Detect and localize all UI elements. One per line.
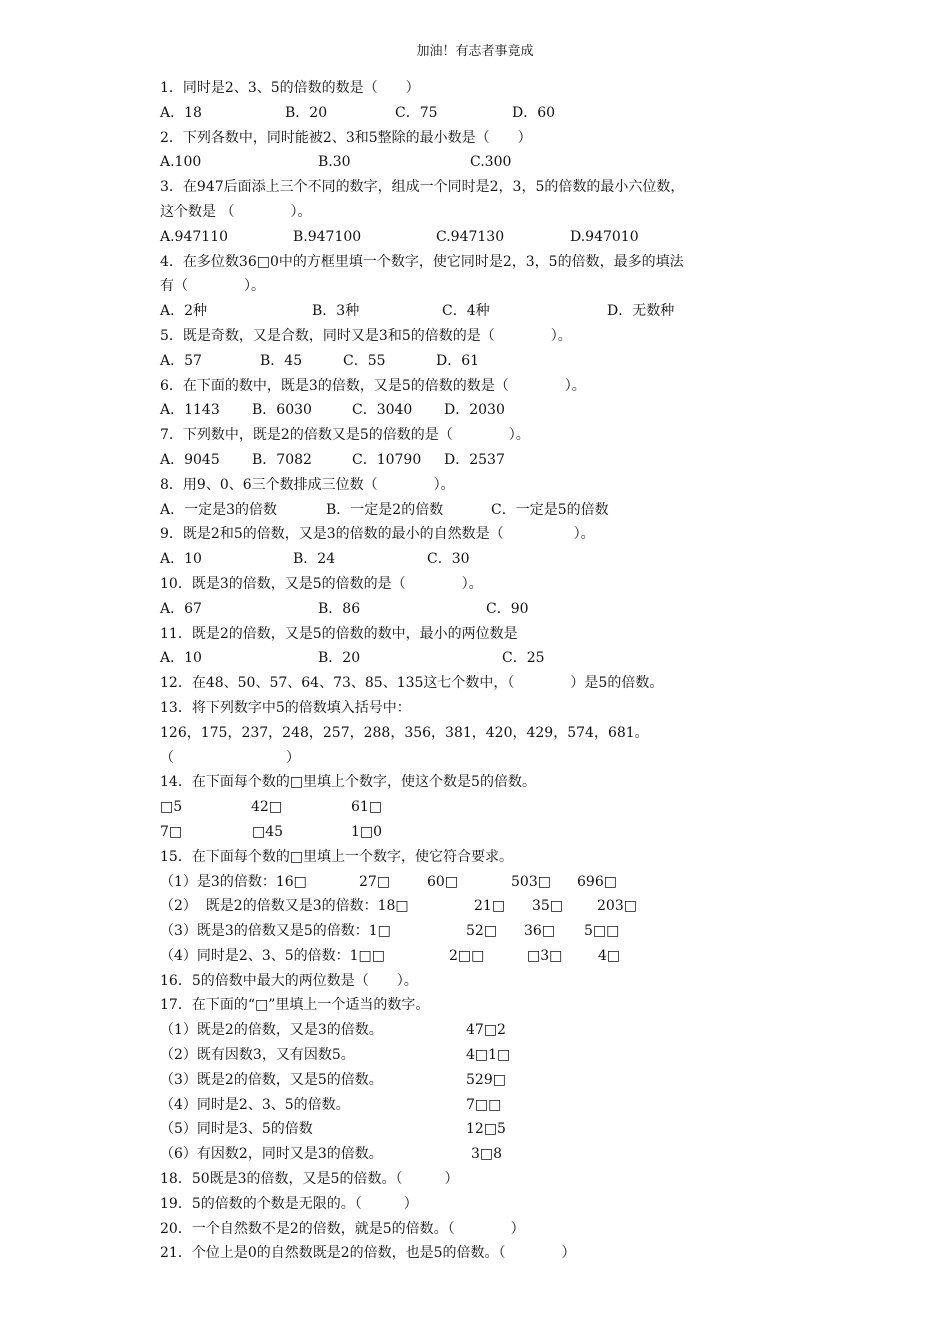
- text-line: 3．在947后面添上三个不同的数字，组成一个同时是2，3，5的倍数的最小六位数，: [160, 179, 685, 196]
- option: 7□: [160, 823, 183, 840]
- option: D．2537: [444, 451, 505, 468]
- option: 503□: [511, 873, 551, 890]
- options-row: [160, 547, 840, 572]
- text-line: 14．在下面每个数的□里填上个数字，使这个数是5的倍数。: [160, 774, 536, 791]
- text-line: 7．下列数中，既是2的倍数又是5的倍数的是（ ）。: [160, 427, 530, 444]
- option: A．10: [160, 551, 202, 568]
- text-line: 8．用9、0、6三个数排成三位数（ ）。: [160, 476, 455, 493]
- option: （2） 既是2的倍数又是3的倍数：18□: [160, 898, 409, 915]
- options-row: [160, 349, 840, 374]
- option: C.300: [470, 154, 512, 171]
- option: 47□2: [466, 1022, 506, 1039]
- option: 36□: [524, 923, 556, 940]
- worksheet-body: [160, 76, 840, 1266]
- options-row: [160, 820, 840, 845]
- option: C．4种: [442, 303, 490, 320]
- option: A.100: [160, 154, 202, 171]
- option: C．30: [427, 551, 470, 568]
- option: 52□: [466, 923, 498, 940]
- option: C．10790: [352, 451, 422, 468]
- option: B.30: [318, 154, 351, 171]
- text-line: （ ）: [160, 749, 300, 766]
- option: 4□: [598, 947, 621, 964]
- text-line: 15．在下面每个数的□里填上一个数字，使它符合要求。: [160, 848, 514, 865]
- option: 696□: [577, 873, 617, 890]
- option: B．一定是2的倍数: [326, 501, 444, 518]
- option: （4）同时是2、3、5的倍数：1□□: [160, 947, 385, 964]
- options-row: [160, 1093, 840, 1118]
- text-line: 4．在多位数36□0中的方框里填一个数字，使它同时是2，3，5的倍数，最多的填法: [160, 253, 684, 270]
- option: B．86: [318, 600, 361, 617]
- options-row: [160, 597, 840, 622]
- option: （2）既有因数3，又有因数5。: [160, 1047, 355, 1064]
- options-row: [160, 299, 840, 324]
- options-row: [160, 919, 840, 944]
- text-line: 这个数是 （ ）。: [160, 203, 312, 220]
- text-line: 2．下列各数中，同时能被2、3和5整除的最小数是（ ）: [160, 129, 532, 146]
- option: □5: [160, 799, 183, 816]
- option: （1）是3的倍数：16□: [160, 873, 307, 890]
- options-row: [160, 795, 840, 820]
- text-line: 126，175，237，248，257，288，356，381，420，429，574，681。: [160, 724, 649, 741]
- option: B．7082: [252, 451, 312, 468]
- option: B．20: [318, 650, 361, 667]
- option: D．无数种: [607, 303, 675, 320]
- text-line: 5．既是奇数，又是合数，同时又是3和5的倍数的是（ ）。: [160, 327, 572, 344]
- text-line: 6．在下面的数中，既是3的倍数，又是5的倍数的数是（ ）。: [160, 377, 586, 394]
- options-row: [160, 1018, 840, 1043]
- text-line: 18．50既是3的倍数，又是5的倍数。（ ）: [160, 1171, 459, 1188]
- option: 27□: [359, 873, 391, 890]
- option: A．67: [160, 600, 202, 617]
- text-line: 19．5的倍数的个数是无限的。（ ）: [160, 1195, 418, 1212]
- option: D．60: [512, 104, 556, 121]
- text-line: 12．在48、50、57、64、73、85、135这七个数中，（ ）是5的倍数。: [160, 675, 664, 692]
- option: A．一定是3的倍数: [160, 501, 278, 518]
- option: 42□: [251, 799, 283, 816]
- options-row: [160, 398, 840, 423]
- options-row: [160, 646, 840, 671]
- option: B.947100: [293, 228, 362, 245]
- option: B．20: [285, 104, 328, 121]
- option: C.947130: [436, 228, 505, 245]
- text-line: 有（ ）。: [160, 278, 265, 295]
- options-row: [160, 944, 840, 969]
- option: 61□: [351, 799, 383, 816]
- text-line: 21．个位上是0的自然数既是2的倍数，也是5的倍数。（ ）: [160, 1245, 576, 1262]
- options-row: [160, 1068, 840, 1093]
- option: 60□: [427, 873, 459, 890]
- option: 2□□: [449, 947, 485, 964]
- option: A．10: [160, 650, 202, 667]
- option: A.947110: [160, 228, 229, 245]
- options-row: [160, 1117, 840, 1142]
- text-line: 13．将下列数字中5的倍数填入括号中：: [160, 699, 411, 716]
- option: （4）同时是2、3、5的倍数。: [160, 1096, 350, 1113]
- options-row: [160, 101, 840, 126]
- options-row: [160, 225, 840, 250]
- option: B．45: [260, 352, 303, 369]
- options-row: [160, 448, 840, 473]
- option: C．3040: [352, 402, 413, 419]
- option: 1□0: [351, 823, 383, 840]
- option: □45: [252, 823, 284, 840]
- options-row: [160, 498, 840, 523]
- option: 7□□: [466, 1096, 502, 1113]
- text-line: 9．既是2和5的倍数，又是3的倍数的最小的自然数是（ ）。: [160, 526, 595, 543]
- option: （1）既是2的倍数，又是3的倍数。: [160, 1022, 383, 1039]
- option: 203□: [597, 898, 637, 915]
- text-line: 16．5的倍数中最大的两位数是（ ）。: [160, 972, 418, 989]
- page-header: 加油！有志者事竟成: [416, 44, 534, 59]
- option: 12□5: [466, 1121, 506, 1138]
- option: 5□□: [584, 923, 620, 940]
- option: A．1143: [160, 402, 220, 419]
- option: 35□: [532, 898, 564, 915]
- option: A．18: [160, 104, 202, 121]
- text-line: 20．一个自然数不是2的倍数，就是5的倍数。（ ）: [160, 1220, 525, 1237]
- option: B．3种: [312, 303, 360, 320]
- option: 4□1□: [466, 1047, 511, 1064]
- text-line: 17．在下面的“□”里填上一个适当的数字。: [160, 997, 430, 1014]
- text-line: 10．既是3的倍数，又是5的倍数的是（ ）。: [160, 575, 483, 592]
- option: 21□: [474, 898, 506, 915]
- option: C．75: [395, 104, 438, 121]
- option: □3□: [527, 947, 563, 964]
- options-row: [160, 1043, 840, 1068]
- option: C．90: [486, 600, 529, 617]
- option: C．一定是5的倍数: [491, 501, 609, 518]
- option: 3□8: [471, 1146, 503, 1163]
- option: （3）既是2的倍数，又是5的倍数。: [160, 1071, 383, 1088]
- option: B．6030: [252, 402, 312, 419]
- options-row: [160, 870, 840, 895]
- text-line: 1．同时是2、3、5的倍数的数是（ ）: [160, 80, 420, 96]
- option: D.947010: [570, 228, 639, 245]
- options-row: [160, 894, 840, 919]
- option: C．55: [343, 352, 386, 369]
- option: C．25: [502, 650, 545, 667]
- option: D．61: [436, 352, 480, 369]
- options-row: [160, 150, 840, 175]
- option: B．24: [293, 551, 336, 568]
- option: D．2030: [444, 402, 505, 419]
- option: 529□: [466, 1071, 506, 1088]
- text-line: 11．既是2的倍数，又是5的倍数的数中，最小的两位数是: [160, 625, 518, 642]
- option: A．2种: [160, 303, 208, 320]
- option: （6）有因数2，同时又是3的倍数。: [160, 1146, 383, 1163]
- option: （3）既是3的倍数又是5的倍数：1□: [160, 923, 391, 940]
- option: A．57: [160, 352, 202, 369]
- option: （5）同时是3、5的倍数: [160, 1121, 313, 1138]
- options-row: [160, 1142, 840, 1167]
- option: A．9045: [160, 451, 220, 468]
